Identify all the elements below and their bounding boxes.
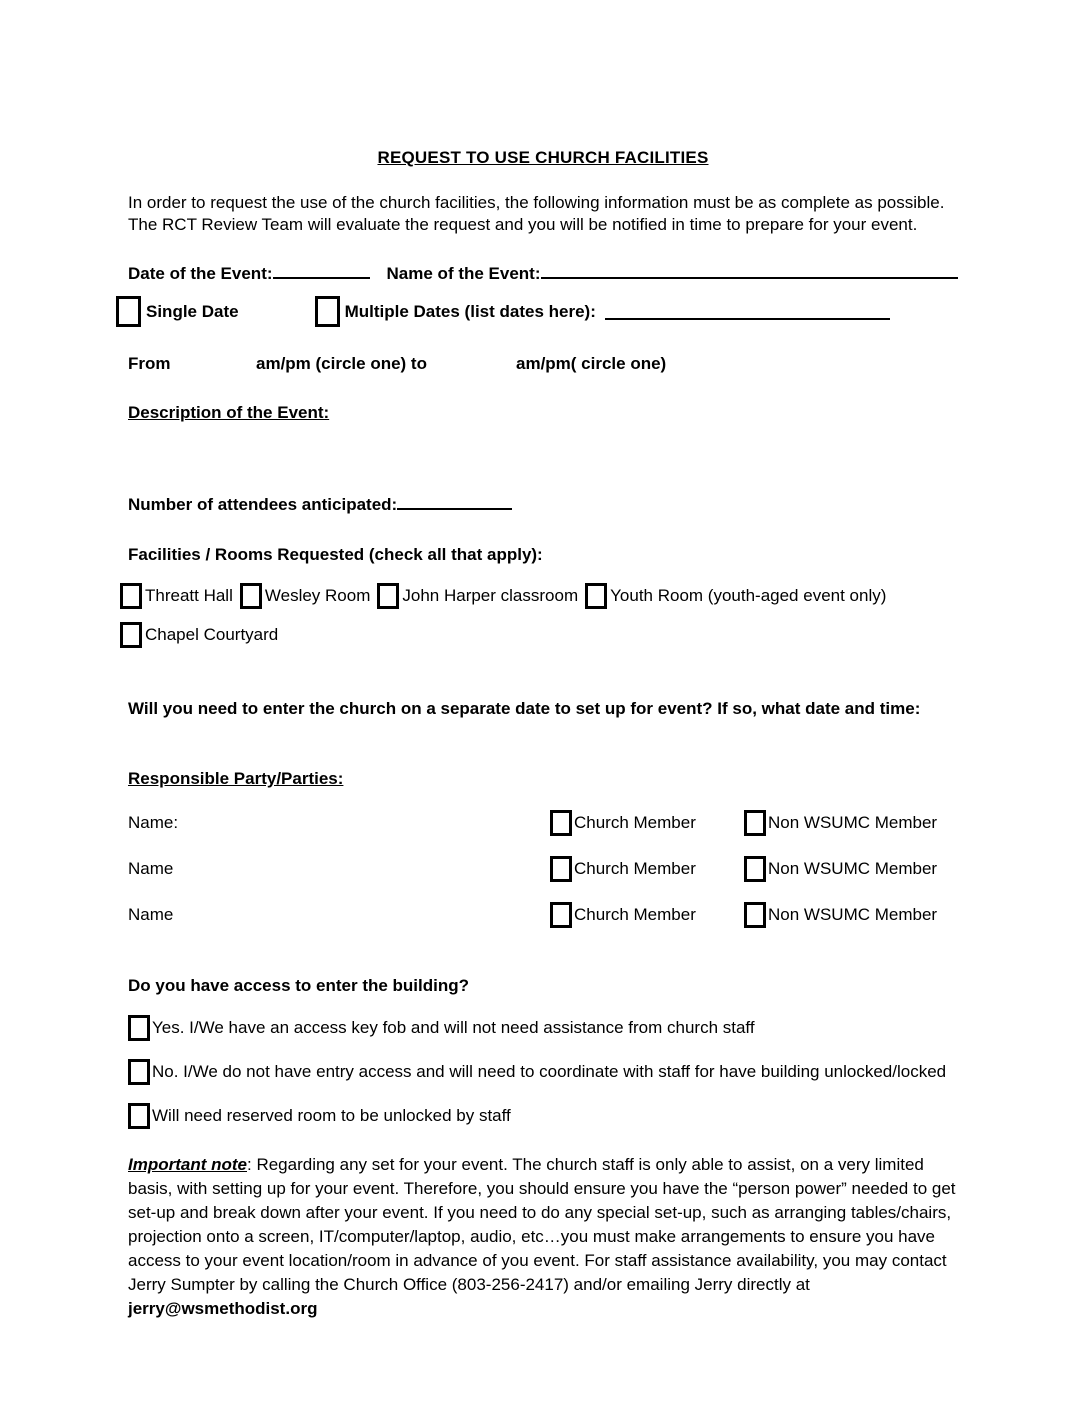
access-yes-label: Yes. I/We have an access key fob and will not need assistance from church staff	[152, 1018, 755, 1037]
event-date-line[interactable]	[273, 263, 370, 279]
date-type-row	[116, 296, 958, 327]
facility-option	[120, 622, 278, 648]
multiple-dates-label: Multiple Dates (list dates here):	[344, 301, 596, 321]
chapel-courtyard-checkbox[interactable]	[120, 622, 142, 648]
multiple-dates-checkbox[interactable]	[315, 296, 340, 327]
room-unlock-checkbox[interactable]	[128, 1103, 150, 1129]
non-wsumc-member-label: Non WSUMC Member	[768, 858, 938, 878]
youth-room-checkbox[interactable]	[585, 583, 607, 609]
setup-question: Will you need to enter the church on a separate date to set up for event? If so, what date and time:	[128, 699, 921, 718]
attendees-line[interactable]	[397, 494, 512, 510]
church-member-label: Church Member	[574, 812, 696, 832]
time-from-label: am/pm (circle one) to	[256, 354, 427, 373]
important-note	[128, 1153, 958, 1321]
facility-label: Chapel Courtyard	[145, 625, 279, 644]
facility-option	[377, 583, 578, 609]
event-name-label: Name of the Event:	[386, 264, 541, 283]
responsible-row	[128, 809, 958, 836]
facility-label: Youth Room (youth-aged event only)	[610, 586, 887, 605]
single-date-checkbox[interactable]	[116, 296, 141, 327]
attendees-row	[128, 494, 958, 516]
room-unlock-label: Will need reserved room to be unlocked by staff	[152, 1106, 511, 1125]
responsible-heading: Responsible Party/Parties:	[128, 769, 344, 788]
facility-option	[240, 583, 371, 609]
responsible-row	[128, 901, 958, 928]
access-option-row	[128, 1059, 958, 1085]
facility-label: Wesley Room	[264, 586, 371, 605]
church-member-label: Church Member	[574, 904, 696, 924]
description-write-area[interactable]	[128, 424, 958, 494]
name-label: Name	[128, 904, 174, 924]
contact-email: jerry@wsmethodist.org	[128, 1299, 318, 1318]
non-wsumc-member-label: Non WSUMC Member	[768, 812, 938, 832]
description-label: Description of the Event:	[128, 403, 330, 422]
time-to-label: am/pm( circle one)	[516, 354, 667, 373]
facilities-heading: Facilities / Rooms Requested (check all that apply):	[128, 545, 543, 564]
event-date-label: Date of the Event:	[128, 264, 273, 283]
wesley-room-checkbox[interactable]	[240, 583, 262, 609]
single-date-label: Single Date	[146, 301, 239, 321]
access-heading: Do you have access to enter the building?	[128, 976, 470, 995]
facilities-row-1	[120, 583, 958, 609]
page-title: REQUEST TO USE CHURCH FACILITIES	[377, 148, 709, 167]
access-option-row	[128, 1103, 958, 1129]
non-wsumc-member-label: Non WSUMC Member	[768, 904, 938, 924]
facility-option	[585, 583, 886, 609]
name-label: Name	[128, 858, 174, 878]
attendees-label: Number of attendees anticipated:	[128, 495, 398, 514]
important-note-body: : Regarding any set for your event. The church staff is only able to assist, on a very limited basis, with setting up for your event. Therefore, you should ensure you have the “person power” needed to get set-up and break down after your event. If you need to do any special set-up, such as arranging tables/chairs, projection onto a screen, IT/computer/laptop, audio, etc…you must make arrangements to ensure you have access to your event location/room in advance of you event. For staff assistance availability, you may contact Jerry Sumpter by calling the Church Office (803-256-2417) and/or emailing Jerry directly at	[128, 1155, 956, 1294]
time-row	[128, 354, 958, 376]
access-option-row	[128, 1015, 958, 1041]
event-name-line[interactable]	[541, 263, 958, 279]
access-no-checkbox[interactable]	[128, 1059, 150, 1085]
non-wsumc-member-checkbox[interactable]	[744, 810, 766, 836]
non-wsumc-member-checkbox[interactable]	[744, 856, 766, 882]
non-wsumc-member-checkbox[interactable]	[744, 902, 766, 928]
access-no-label: No. I/We do not have entry access and will need to coordinate with staff for have building unlocked/locked	[152, 1062, 947, 1081]
church-member-checkbox[interactable]	[550, 902, 572, 928]
multiple-dates-line[interactable]	[605, 304, 890, 320]
facilities-row-2	[120, 622, 958, 648]
access-yes-checkbox[interactable]	[128, 1015, 150, 1041]
church-member-checkbox[interactable]	[550, 856, 572, 882]
facility-label: John Harper classroom	[402, 586, 579, 605]
church-member-label: Church Member	[574, 858, 696, 878]
john-harper-classroom-checkbox[interactable]	[377, 583, 399, 609]
event-date-name-row	[128, 263, 958, 285]
from-label: From	[128, 354, 171, 373]
responsible-row	[128, 855, 958, 882]
church-member-checkbox[interactable]	[550, 810, 572, 836]
intro-paragraph: In order to request the use of the church facilities, the following information must be as complete as possible. The RCT Review Team will evaluate the request and you will be notified in time to prepare for your event.	[128, 193, 945, 234]
important-note-label: Important note	[128, 1155, 247, 1174]
facility-label: Threatt Hall	[145, 586, 233, 605]
facility-option	[120, 583, 233, 609]
threatt-hall-checkbox[interactable]	[120, 583, 142, 609]
name-label: Name:	[128, 812, 179, 832]
